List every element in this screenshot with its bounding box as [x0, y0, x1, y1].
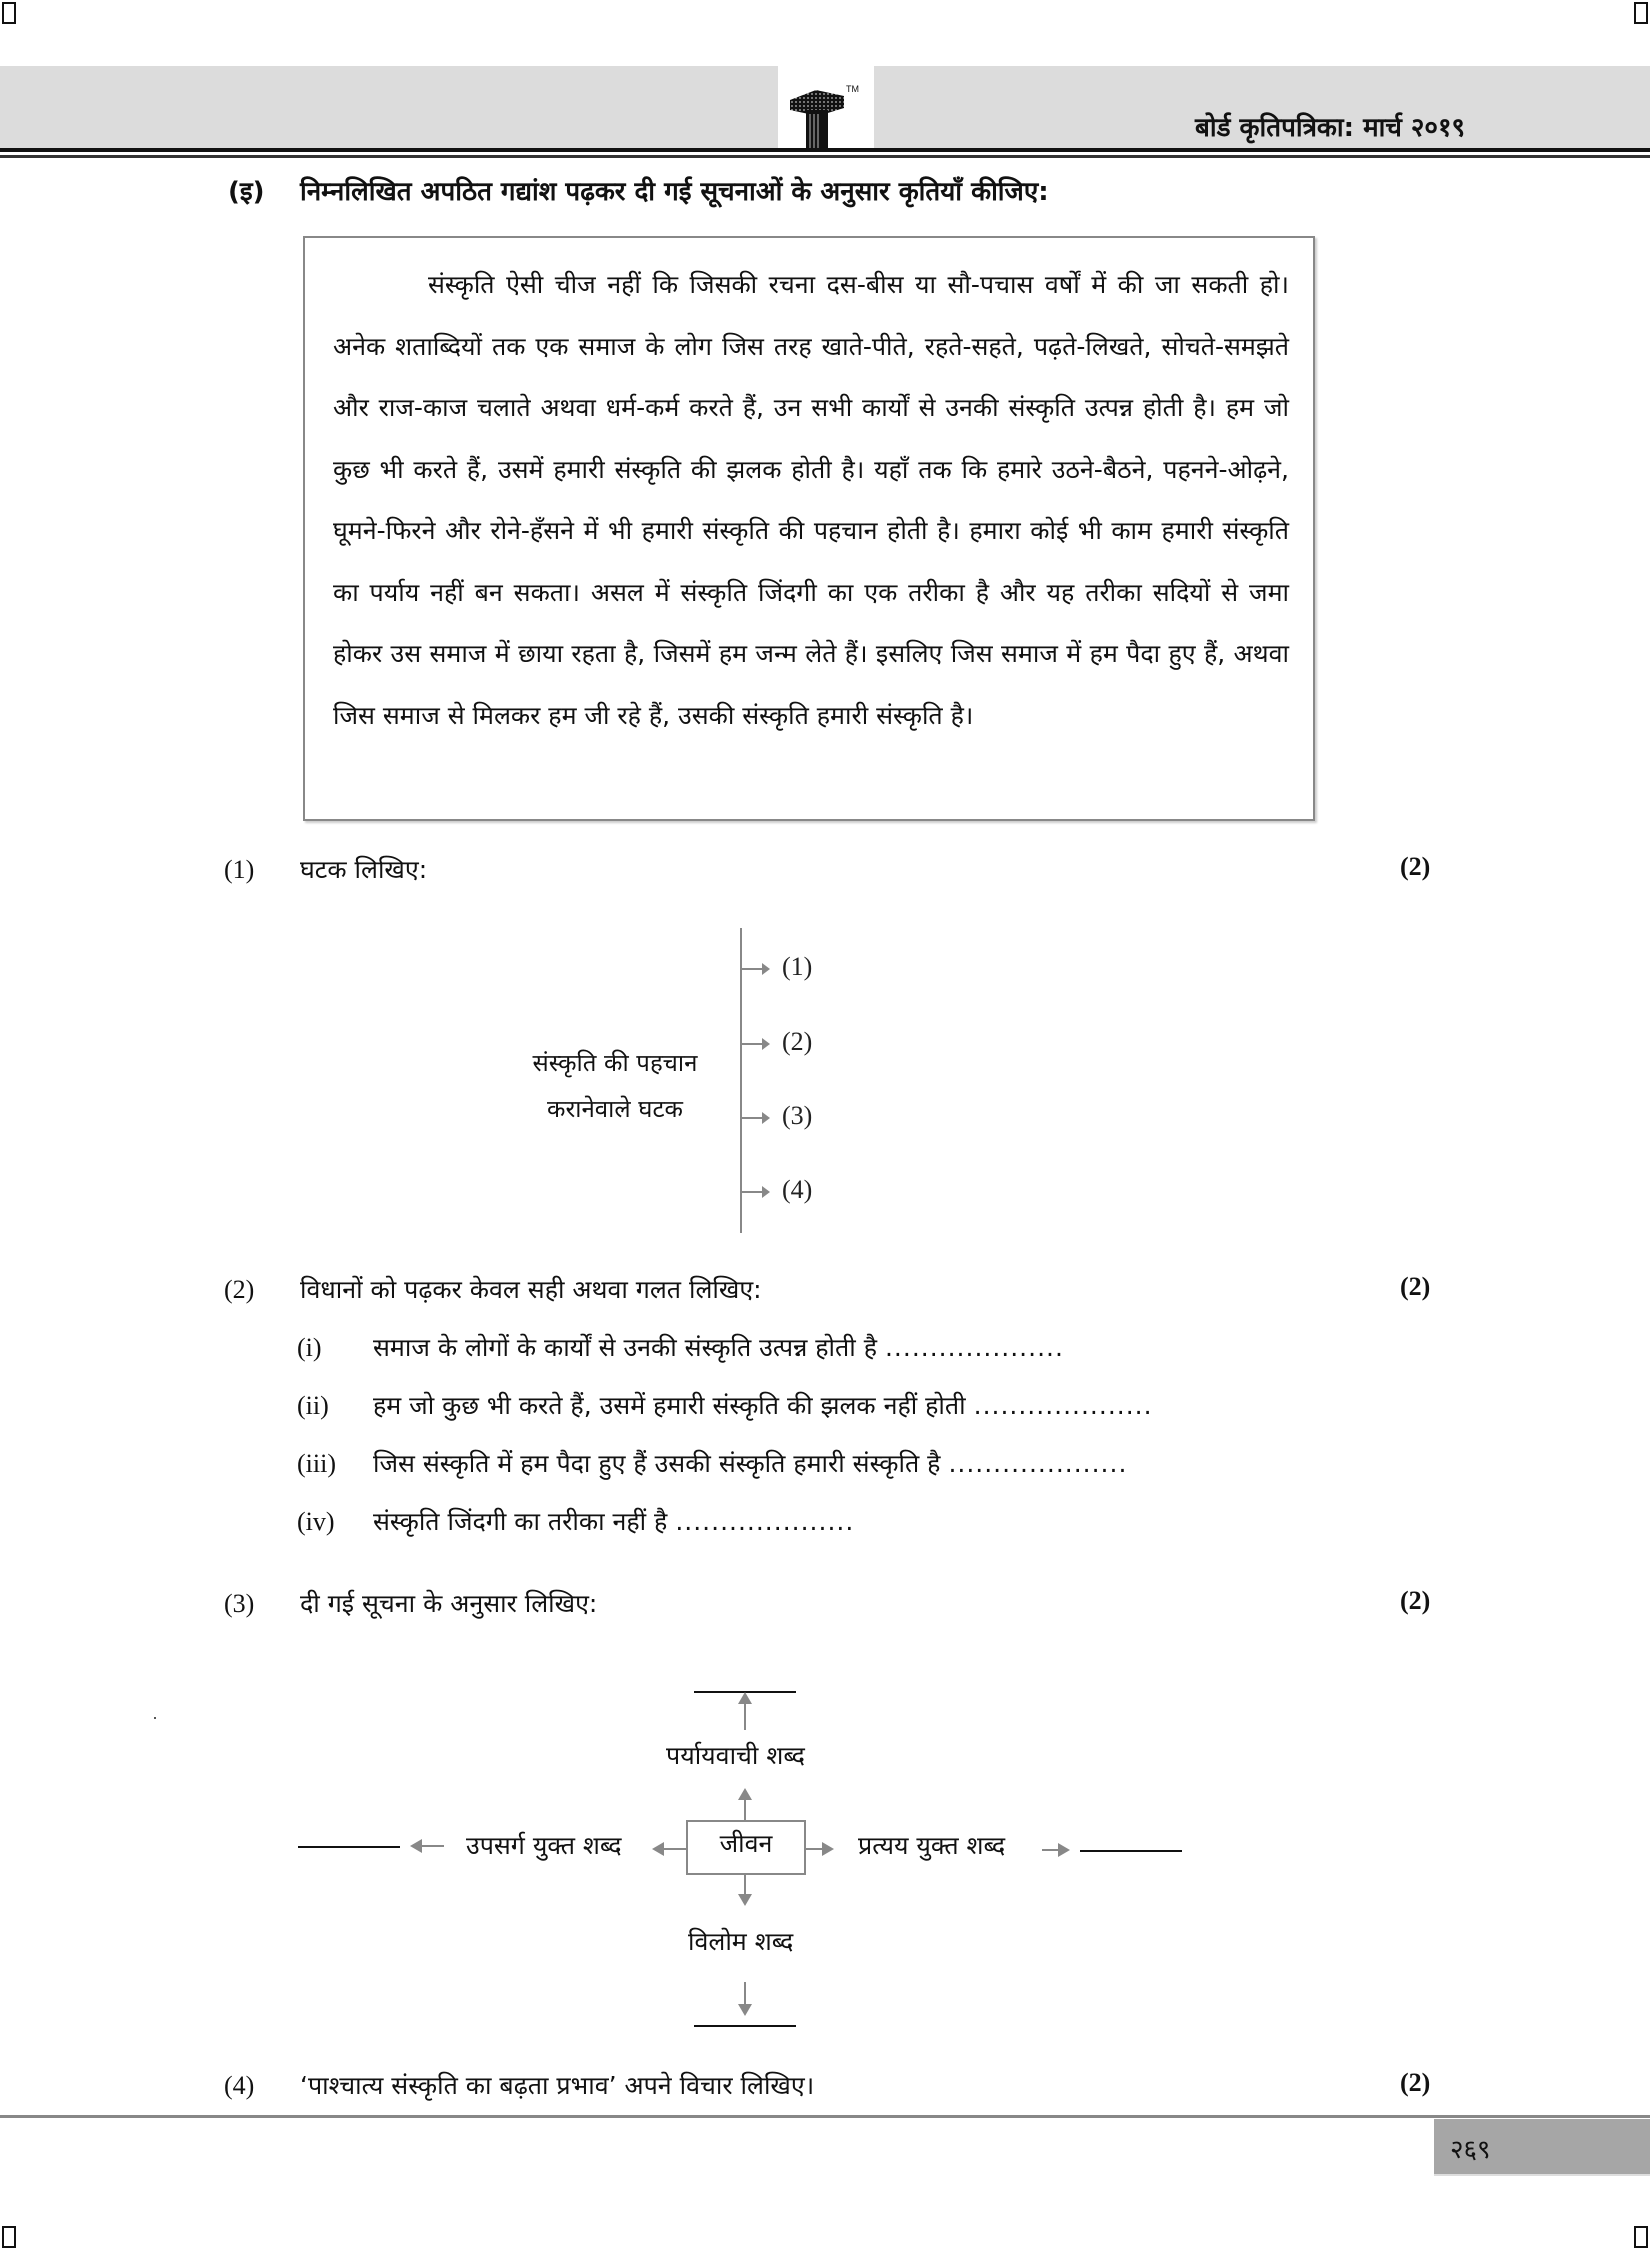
roman-numeral: (iv)	[297, 1507, 335, 1536]
answer-blank[interactable]: ....................	[884, 1333, 1064, 1362]
arrow-left-icon	[410, 1839, 422, 1853]
antonym-label: विलोम शब्द	[688, 1927, 794, 1956]
roman-numeral: (ii)	[297, 1391, 329, 1420]
statement-text: जिस संस्कृति में हम पैदा हुए हैं उसकी संस्कृति हमारी संस्कृति है	[373, 1449, 941, 1478]
footer-rule	[0, 2115, 1650, 2118]
statement-item	[297, 1446, 1127, 1480]
question-number: (3)	[224, 1589, 255, 1618]
statement-text: समाज के लोगों के कार्यों से उनकी संस्कृति उत्पन्न होती है	[373, 1333, 877, 1362]
branch-blank-1[interactable]: (1)	[782, 952, 813, 981]
arrow-right-icon	[822, 1842, 834, 1856]
arrow-right-icon	[742, 1043, 764, 1045]
arrow-shaft	[744, 1798, 746, 1820]
arrow-shaft	[744, 1982, 746, 2004]
label-line-1: संस्कृति की पहचान	[532, 1049, 698, 1077]
question-prompt: विधानों को पढ़कर केवल सही अथवा गलत लिखिए:	[300, 1275, 762, 1304]
section-number: (इ)	[228, 177, 265, 207]
target-publications-logo-icon	[786, 80, 866, 148]
question-number: (4)	[224, 2071, 255, 2100]
arrow-right-icon	[1058, 1843, 1070, 1857]
answer-blank[interactable]: ....................	[973, 1391, 1153, 1420]
center-word-box: जीवन	[686, 1820, 806, 1875]
statement-text: हम जो कुछ भी करते हैं, उसमें हमारी संस्कृति की झलक नहीं होती	[373, 1391, 966, 1420]
statement-item	[297, 1504, 854, 1538]
branch-blank-4[interactable]: (4)	[782, 1175, 813, 1204]
stray-dot	[154, 1717, 156, 1719]
question-3	[224, 1586, 597, 1620]
arrow-right-icon	[742, 1117, 764, 1119]
label-line-2: करानेवाले घटक	[547, 1095, 683, 1123]
branch-blank-3[interactable]: (3)	[782, 1101, 813, 1130]
roman-numeral: (i)	[297, 1333, 322, 1362]
header-rule-thin	[0, 155, 1650, 158]
suffix-word-label: प्रत्यय युक्त शब्द	[858, 1831, 1006, 1860]
arrow-shaft	[422, 1845, 444, 1847]
question-prompt: ‘पाश्चात्य संस्कृति का बढ़ता प्रभाव’ अपने विचार लिखिए।	[300, 2071, 815, 2100]
statement-item	[297, 1330, 1064, 1364]
crop-mark-top-left	[2, 2, 16, 24]
question-number: (1)	[224, 855, 255, 884]
answer-blank[interactable]: ....................	[948, 1449, 1128, 1478]
arrow-down-icon	[738, 1894, 752, 1906]
question-3-marks: (2)	[1400, 1586, 1431, 1615]
section-instruction: निम्नलिखित अपठित गद्यांश पढ़कर दी गई सूचनाओं के अनुसार कृतियाँ कीजिए:	[300, 177, 1049, 207]
arrow-shaft	[744, 1702, 746, 1730]
arrow-down-icon	[738, 2004, 752, 2016]
crop-mark-bottom-right	[1634, 2226, 1648, 2248]
header-title: बोर्ड कृतिपत्रिका: मार्च २०१९	[1195, 113, 1465, 143]
prefix-word-label: उपसर्ग युक्त शब्द	[466, 1831, 622, 1860]
roman-numeral: (iii)	[297, 1449, 336, 1478]
crop-mark-top-right	[1634, 2, 1648, 24]
question-1-marks: (2)	[1400, 852, 1431, 881]
question-2	[224, 1272, 762, 1306]
arrow-right-icon	[742, 968, 764, 970]
question-prompt: घटक लिखिए:	[300, 855, 428, 884]
left-answer-line[interactable]	[298, 1846, 400, 1848]
unseen-passage-box	[303, 236, 1315, 821]
right-answer-line[interactable]	[1080, 1850, 1182, 1852]
arrow-shaft	[664, 1848, 686, 1850]
question-prompt: दी गई सूचना के अनुसार लिखिए:	[300, 1589, 598, 1618]
crop-mark-bottom-left	[2, 2226, 16, 2248]
svg-text:TM: TM	[846, 84, 859, 94]
section-heading	[228, 172, 1049, 208]
diagram-center-label	[500, 1040, 730, 1132]
statement-item	[297, 1388, 1153, 1422]
statement-text: संस्कृति जिंदगी का तरीका नहीं है	[373, 1507, 668, 1536]
question-number: (2)	[224, 1275, 255, 1304]
header-bar-left	[0, 66, 778, 148]
header-rule-thick	[0, 148, 1650, 152]
question-2-marks: (2)	[1400, 1272, 1431, 1301]
answer-blank[interactable]: ....................	[675, 1507, 855, 1536]
arrow-shaft	[744, 1875, 746, 1895]
passage-text: संस्कृति ऐसी चीज नहीं कि जिसकी रचना दस-बीस या सौ-पचास वर्षों में की जा सकती हो। अनेक शताब्दियों तक एक समाज के लोग जिस तरह खाते-पीते, रहते-सहते, पढ़ते-लिखते, सोचते-समझते और राज-काज चलाते अथवा धर्म-कर्म करते हैं, उन सभी कार्यों से उनकी संस्कृति उत्पन्न होती है। हम जो कुछ भी करते हैं, उसमें हमारी संस्कृति की झलक होती है। यहाँ तक कि हमारे उठने-बैठने, पहनने-ओढ़ने, घूमने-फिरने और रोने-हँसने में भी हमारी संस्कृति की पहचान होती है। हमारा कोई भी काम हमारी संस्कृति का पर्याय नहीं बन सकता। असल में संस्कृति जिंदगी का एक तरीका है और यह तरीका सदियों से जमा होकर उस समाज में छाया रहता है, जिसमें हम जन्म लेते हैं। इसलिए जिस समाज में हम पैदा हुए हैं, अथवा जिस समाज से मिलकर हम जी रहे हैं, उसकी संस्कृति हमारी संस्कृति है।	[333, 270, 1289, 730]
diagram-spine-line	[740, 928, 742, 1233]
question-1	[224, 852, 427, 886]
arrow-left-icon	[652, 1842, 664, 1856]
question-4	[224, 2068, 814, 2102]
synonym-label: पर्यायवाची शब्द	[666, 1741, 805, 1770]
question-4-marks: (2)	[1400, 2068, 1431, 2097]
branch-blank-2[interactable]: (2)	[782, 1027, 813, 1056]
page-number: २६९	[1450, 2135, 1491, 2165]
arrow-right-icon	[742, 1191, 764, 1193]
bottom-answer-line[interactable]	[694, 2025, 796, 2027]
